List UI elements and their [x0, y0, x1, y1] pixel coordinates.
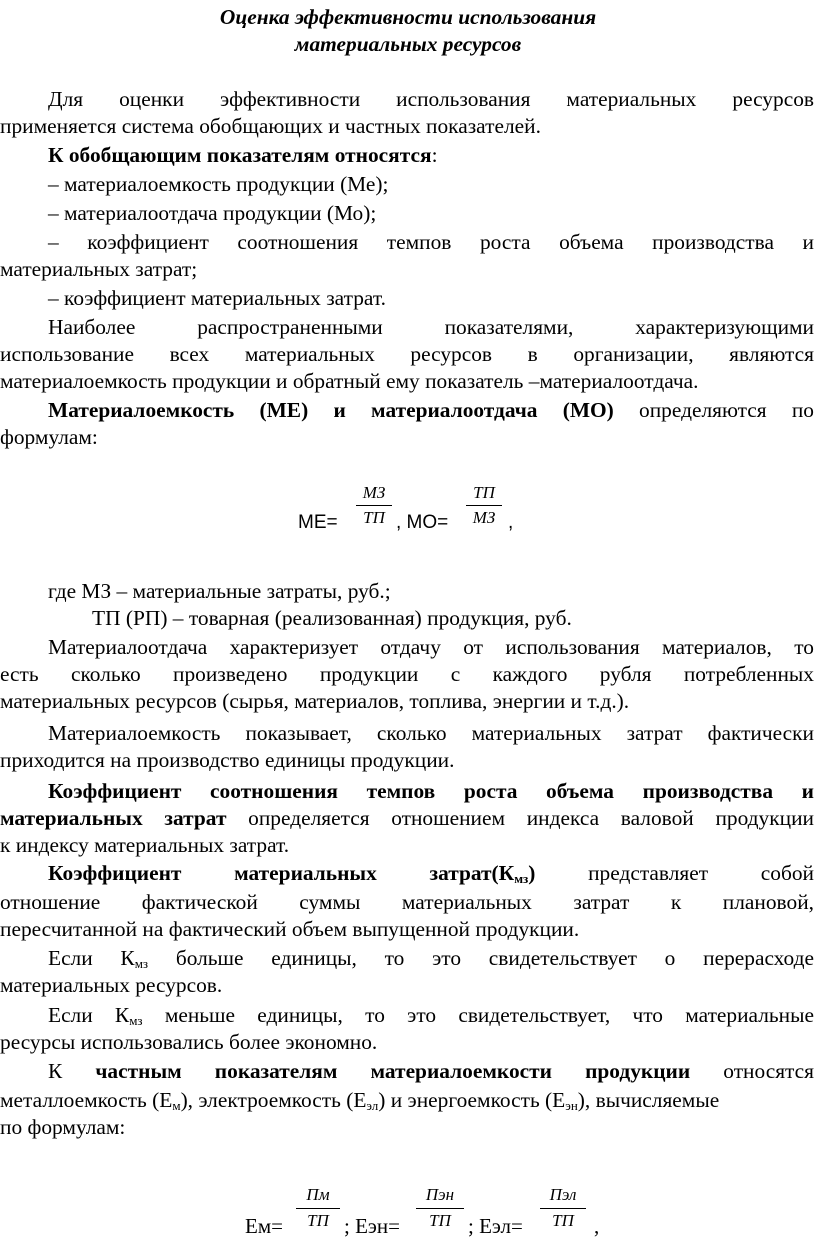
formula-mo-label: , МО=	[396, 512, 449, 533]
fraction-bar	[540, 1208, 586, 1209]
formula-mo-fraction	[466, 484, 502, 534]
where-line-1: где МЗ – материальные затраты, руб.;	[48, 579, 391, 603]
partial-sub-en: эн	[565, 1098, 578, 1113]
kmz-subscript: мз	[514, 871, 529, 886]
paragraph-partial-line-3: по формулам:	[0, 1115, 126, 1139]
economy-b: меньше единицы, то это свидетельствует, что материальные	[142, 1003, 814, 1027]
paragraph-intro-line-2: применяется система обобщающих и частных показателей.	[0, 114, 541, 138]
partial-l2-a: металлоемкость (Е	[0, 1088, 173, 1112]
partial-l2-c: ) и энергоемкость (Е	[378, 1088, 566, 1112]
paragraph-mo-line-3: материальных ресурсов (сырья, материалов, топлива, энергии и т.д.).	[0, 689, 630, 713]
formula-em-denominator: ТП	[307, 1211, 329, 1230]
kmz-bold-text: Коэффициент материальных затрат(К	[48, 861, 515, 885]
general-indicators-heading-bold: К обобщающим показателям относятся	[48, 143, 432, 167]
paragraph-kmz-line-3: пересчитанной на фактический объем выпущенной продукции.	[0, 917, 580, 941]
general-indicators-colon: :	[431, 143, 438, 167]
title-line-2: материальных ресурсов	[294, 32, 522, 56]
kmz-close: )	[528, 861, 536, 885]
general-indicators-heading	[0, 142, 814, 169]
paragraph-partial-line-2	[0, 1087, 814, 1114]
paragraph-ratio-line-1: Коэффициент соотношения темпов роста объема производства и	[48, 779, 814, 803]
overrun-subscript: мз	[134, 956, 149, 971]
paragraph-kmz-line-2: отношение фактической суммы материальных затрат к плановой,	[0, 890, 814, 914]
list-item-1: – материалоемкость продукции (Ме);	[48, 172, 389, 196]
paragraph-me-line-2: приходится на производство единицы продукции.	[0, 748, 455, 772]
paragraph-common-line-1: Наиболее распространенными показателями, характеризующими	[48, 315, 814, 339]
paragraph-me-mo-line-2: формулам:	[0, 425, 98, 449]
paragraph-me-mo-line-1	[0, 397, 814, 424]
paragraph-mo-line-2: есть сколько произведено продукции с каждого рубля потребленных	[0, 662, 814, 686]
formula-2-end: ,	[594, 1214, 600, 1238]
kmz-rest: представляет собой	[535, 861, 814, 885]
paragraph-mo-line-1: Материалоотдача характеризует отдачу от использования материалов, то	[48, 635, 814, 659]
fraction-bar	[416, 1208, 464, 1209]
formula-eel-denominator: ТП	[552, 1211, 574, 1230]
formula-een-denominator: ТП	[429, 1211, 451, 1230]
formula-mo-numerator: ТП	[473, 483, 495, 502]
paragraph-me-line-1: Материалоемкость показывает, сколько материальных затрат фактически	[48, 721, 814, 745]
formula-em-fraction	[296, 1186, 340, 1236]
formula-me-label: МЕ=	[298, 512, 338, 533]
economy-a: Если К	[48, 1003, 130, 1027]
me-mo-rest: определяются по	[613, 398, 815, 422]
partial-sub-el: эл	[366, 1098, 379, 1113]
partial-l2-b: ), электроемкость (Е	[180, 1088, 367, 1112]
fraction-bar	[466, 505, 502, 506]
where-line-2: ТП (РП) – товарная (реализованная) продукция, руб.	[92, 606, 572, 630]
paragraph-common-line-3: материалоемкость продукции и обратный ему показатель –материалоотдача.	[0, 369, 699, 393]
list-item-3-line-2: материальных затрат;	[0, 257, 198, 281]
list-item-2: – материалоотдача продукции (Мо);	[48, 201, 377, 225]
paragraph-partial-line-1	[0, 1058, 814, 1085]
kmz-bold	[48, 861, 535, 885]
overrun-b: больше единицы, то это свидетельствует о перерасходе	[148, 946, 814, 970]
me-mo-bold: Материалоемкость (МЕ) и материалоотдача (МО)	[48, 398, 614, 422]
fraction-bar	[296, 1208, 340, 1209]
formula-een-fraction	[416, 1186, 464, 1236]
formula-me-denominator: ТП	[363, 508, 385, 527]
formula-eel-fraction	[540, 1186, 586, 1236]
overrun-a: Если К	[48, 946, 135, 970]
list-item-4: – коэффициент материальных затрат.	[48, 286, 386, 310]
formula-mo-denominator: МЗ	[472, 508, 496, 527]
paragraph-kmz-line-1	[0, 860, 814, 887]
paragraph-ratio-line-2	[0, 805, 814, 832]
paragraph-common-line-2: использование всех материальных ресурсов в организации, являются	[0, 342, 814, 366]
formula-me-numerator: МЗ	[362, 483, 386, 502]
partial-sub-m: м	[172, 1098, 181, 1113]
paragraph-intro-line-1: Для оценки эффективности использования материальных ресурсов	[48, 87, 814, 111]
formula-em-label: Ем=	[245, 1214, 283, 1238]
partial-rest: относятся	[690, 1059, 815, 1083]
formula-eel-numerator: Пэл	[549, 1185, 577, 1204]
formula-een-label: ; Еэн=	[344, 1214, 401, 1238]
ratio-rest: определяется отношением индекса валовой продукции	[226, 806, 814, 830]
paragraph-ratio-line-3: к индексу материальных затрат.	[0, 833, 290, 857]
formula-em-numerator: Пм	[306, 1185, 330, 1204]
formula-een-numerator: Пэн	[425, 1185, 455, 1204]
partial-bold: частным показателям материалоемкости продукции	[95, 1059, 691, 1083]
paragraph-overrun-line-2: материальных ресурсов.	[0, 973, 223, 997]
formula-1-end: ,	[508, 512, 514, 533]
paragraph-overrun-line-1	[0, 945, 814, 972]
paragraph-economy-line-2: ресурсы использовались более экономно.	[0, 1030, 378, 1054]
economy-subscript: мз	[129, 1013, 143, 1028]
partial-a: К	[48, 1059, 96, 1083]
formula-eel-label: ; Еэл=	[468, 1214, 523, 1238]
list-item-3-line-1: – коэффициент соотношения темпов роста объема производства и	[48, 230, 814, 254]
formula-me-fraction	[356, 484, 392, 534]
paragraph-economy-line-1	[0, 1002, 814, 1029]
ratio-bold: материальных затрат	[0, 806, 227, 830]
title-line-1: Оценка эффективности использования	[219, 5, 597, 29]
fraction-bar	[356, 505, 392, 506]
partial-l2-d: ), вычисляемые	[577, 1088, 720, 1112]
